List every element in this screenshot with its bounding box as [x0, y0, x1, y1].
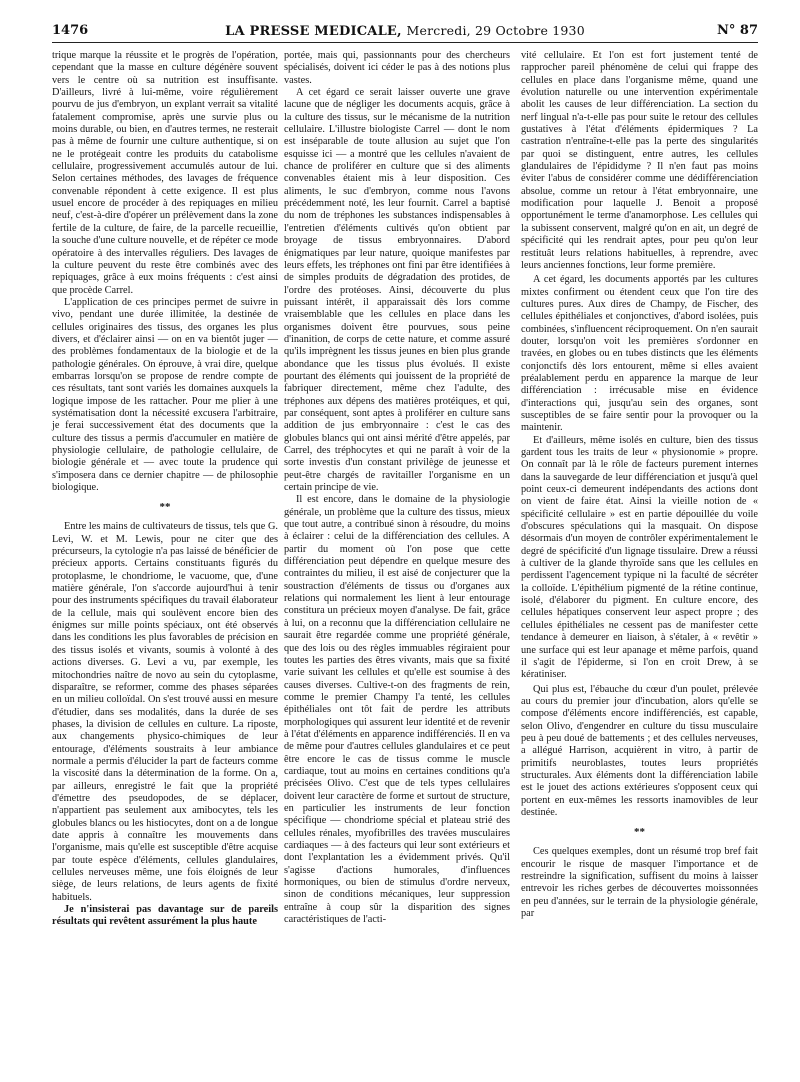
paragraph: Entre les mains de cultivateurs de tissus, tels que G. Levi, W. et M. Lewis, pour ne citer que des précurseurs, la cytologie n'a pas laissé de bénéficier de précieux apports. Certains constituants figurés du protoplasme, le chondriome, le vacuome, que, d'une matière générale, l'on s'accorde aujourd'hui à tenir pour des instruments spécifiques du travail élaborateur de la cellule, mais qui soulèvent encore bien des énigmes sur mille points spéciaux, ont été observés dans les conditions les plus favorables de précision en des tissus isolés et vivants, soumis à volonté à des actions diverses. G. Levi a vu, par exemple, les mitochondries naître de novo au sein du cytoplasme, disparaître, se reformer, comme des phases séparées en un milieu colloïdal. On s'est trouvé aussi en mesure d'étudier, dans ses modalités, dans la durée de ses phases, la division de cellules en culture. La riposte, aux changements physico-chimiques de leur entourage, d'éléments soustraits à leur ambiance normale a permis d'élucider la part de facteurs comme la viscosité dans la détermination de la forme. On a, par ailleurs, enregistré le fait que la propriété d'émettre des pseudopodes, de se déplacer, n'appartient pas seulement aux amibocytes, tels les globules blancs ou les histiocytes, dont on a de longue date appris à connaître les mouvements dans l'organisme, mais qu'elle est susceptible d'être acquise par toute espèce d'éléments, cellules glandulaires, cellules nerveuses même, une fois éloignés de leur siège, de leurs relations, de leurs agents de fixité habituels. — [52, 521, 278, 903]
page-number: 1476 — [52, 23, 89, 38]
paragraph: A cet égard ce serait laisser ouverte une grave lacune que de négliger les documents acquis, grâce à la culture des tissus, sur le mécanisme de la nutrition cellulaire. L'illustre biologiste Carrel — dont le nom est inséparable de toute allusion au sujet que l'on esquisse ici — a montré que les cellules n'avaient de chance de proliférer en culture que si des aliments convenables étaient mis à leur disposition. Ces aliments, le suc d'embryon, comme nous l'avons précédemment noté, les leur fournit. Carrel a baptisé du nom de tréphones les substances indispensables à l'entretien d'éléments cultivés qu'on obtient par broyage de tissus embryonnaires. D'abord énigmatiques par leur nature, quoique manifestes par leurs effets, les tréphones ont fini par être identifiées à de simples produits de dégradation des protides, de l'ordre des protéoses. Ainsi, découverte du plus puissant intérêt, il apparaissait dès lors comme vraisemblable que les cellules en place dans les organismes doivent être pourvues, sous peine d'inanition, de corps de cette nature, et comme assuré qu'ils imprègnent les tissus jeunes en bien plus grande abondance que les tissus plus évolués. Il existe pourtant des éléments qui jouissent de la propriété de fabriquer directement, même chez l'adulte, des tréphones aux dépens des matières protéiques, et qui, par conséquent, sont aptes à proliférer en culture sans addition de jus embryonnaire : c'est le cas des globules blancs qui ont ainsi mérité d'être appelés, par Carrel, des tréphocytes et qui ne paraît à voir de la sorte investis d'un constant privilège de jeunesse et peut-être chargés de ravitailler l'organisme en un certain principe de vie. — [284, 87, 510, 494]
section-separator: ** — [159, 501, 171, 514]
paragraph: Et d'ailleurs, même isolés en culture, bien des tissus gardent tous les traits de leur « physionomie » propre. On connaît par là le rôle de facteurs purement internes dans la sauvegarde de leur différenciation et jusqu'à quel point ceux-ci demeurent indépendants des actions dont on vient de faire état. Ainsi la vieille notion de « spécificité cellulaire » est en partie dépouillée du voile d'obscures spéculations qui la masquait. On dispose désormais d'un moyen de contrôler expérimentalement le degré de spécificité d'un lignage tissulaire. Drew a réussi à cultiver de la glande thyroïde sans que les cellules en perdissent l'agencement typique ni la faculté de sécréter la colloïde. L'épithélium pigmenté de la rétine continue, isolé, d'élaborer du pigment. En culture encore, des cellules hépatiques conservent leur aspect propre ; des cellules épithéliales ne cessent pas de manifester cette tendance à demeurer en liaison, à s'étaler, à « revêtir » une surface qui est leur apanage et même parfois, quand il s'agit de l'épiderme, si l'on en croit Drew, à se kératiniser. — [521, 434, 758, 681]
issue-number: N° 87 — [717, 23, 758, 38]
paragraph: Je n'insisterai pas davantage sur de pareils résultats qui revêtent assurément la plus haute — [52, 904, 278, 928]
paragraph: A cet égard, les documents apportés par les cultures mixtes confirment ou étendent ceux que l'on tire des cultures pures. Aux dires de Champy, de Fischer, des cellules épithéliales et conjonctives, d'abord isolées, puis combinées, s'influencent réciproquement. On n'en saurait douter, lorsqu'on voit les premières s'ordonner en travées, en globes ou en tubes distincts que les éléments conjonctifs dès lors entourent, même si elles avaient préalablement perdu en apparence la marque de leur différenciation : irrécusable mise en évidence d'interactions qui, jusqu'au sein des organes, sont susceptibles de se faire sentir pour la provoquer ou la maintenir. — [521, 274, 758, 434]
column-middle — [284, 50, 510, 926]
paragraph: portée, mais qui, passionnants pour des chercheurs spécialisés, doivent ici céder le pas à des notions plus vastes. — [284, 50, 510, 86]
paragraph: trique marque la réussite et le progrès de l'opération, cependant que la masse en culture dégénère souvent vers le centre où sa nutrition est insuffisante. D'ailleurs, livré à lui-même, voire régulièrement pourvu de jus d'embryon, un explant verrait sa vitalité fatalement compromise, après une survie plus ou moins durable, ou bien, en d'autres termes, ne resterait pas à même de fournir une culture authentique, si on ne le protégeait contre les produits du catabolisme cellulaire, progressivement accumulés autour de lui. Selon certaines méthodes, des lavages de fréquence convenable répondent à cette exigence. Il est plus usuel encore de procéder à des repiquages en milieu neuf, c'est-à-dire d'opérer un prélèvement dans la zone fertile de la culture, de faire, de la parcelle recueillie, la souche d'une culture nouvelle, et de répéter ce mode opératoire à des intervalles réguliers. Des lavages de la culture peuvent du reste être combinés avec des repiquages, grâce à eux moins fréquents : c'est ainsi que procède Carrel. — [52, 50, 278, 296]
section-separator: ** — [634, 826, 645, 839]
issue-date: Mercredi, 29 Octobre 1930 — [406, 23, 585, 38]
journal-header-title — [52, 23, 758, 39]
paragraph: Qui plus est, l'ébauche du cœur d'un poulet, prélevée au cours du premier jour d'incubation, alors qu'elle se compose d'éléments encore indifférenciés, est capable, selon Olivo, d'engendrer en culture du tissu musculaire peu à peu doué de battements ; et des cellules nerveuses, a allégué Harrison, acquièrent in vitro, à partir de primitifs neuroblastes, toutes leurs propriétés structurales. Aux éléments dont la différenciation labile est le jouet des actions extérieures s'opposent ceux qui portent en eux-mêmes les ressorts inamovibles de leur destinée. — [521, 683, 758, 818]
column-left — [52, 50, 278, 929]
paragraph: L'application de ces principes permet de suivre in vivo, pendant une durée illimitée, la destinée de cellules originaires des tissus, des organes les plus divers, et d'éclairer ainsi — on en va bientôt juger — des problèmes fondamentaux de la biologie et de la pathologie générales. On éprouve, à vrai dire, quelque embarras lorsqu'on se propose de rendre compte de ces résultats, tant sont variés les domaines auxquels la logique impose de les rattacher. Pour me plier à une systématisation dont la nécessité excusera l'arbitraire, je ferai successivement état des documents que la culture des tissus a permis d'accumuler en matière de physiologie cellulaire, de pathologie cellulaire, de biologie générale et — avec toute la prudence qui s'imposera dans ce dernier chapitre — de philosophie biologique. — [52, 296, 278, 494]
paragraph: Il est encore, dans le domaine de la physiologie générale, un problème que la culture des tissus, mieux que tout autre, a contribué sinon à résoudre, du moins à éclairer : celui de la différenciation des cellules. A partir du moment où l'on pose que cette différenciation peut dépendre en quelque mesure des contraintes du milieu, il est aisé de conjecturer que la soustraction d'éléments de tissus ou d'organes aux relations qui normalement les lient à leur entourage constitura un précieux moyen d'analyse. De fait, grâce à lui, on a reconnu que la différenciation cellulaire ne saurait être regardée comme une propriété générale, que des lois ou des règles immuables régiraient pour toutes les parties des êtres vivants, mais que sa fixité varie suivant les cellules et qu'elle est soumise à des causes diverses. Cultive-t-on des fragments de rein, comme le premier Champy l'a tenté, les cellules épithéliales ont tôt fait de perdre les attributs morphologiques qui assurent leur identité et de revenir à l'état d'éléments en apparence indifférenciés. Il en va de même pour d'autres cellules glandulaires et ce peut être encore le cas de tissus comme le muscle cardiaque, tout au moins en certaines conditions qu'a précisées Olivo. C'est que de tels types cellulaires doivent leur caractère de forme et surtout de structure, en particulier les instruments de leur fonction spécifique — chondriome spécial et plateau strié des cellules rénales, myofibrilles des travées musculaires cardiaques — à des facteurs qui leur sont extérieurs et dont l'explantation les a évidemment privés. Qu'il s'agisse d'actions humorales, d'influences hormoniques, ou bien de stimulus d'ordre nerveux, sinon de conditions mécaniques, leur suppression entraîne à coup sûr la disparition des signes caractéristiques de l'acti- — [284, 494, 510, 926]
paragraph: vité cellulaire. Et l'on est fort justement tenté de rapprocher pareil phénomène de celui qui frappe des cellules en place dans l'organisme même, quand une évolution naturelle ou une intervention expérimentale abolit les causes de leur différenciation. La section du nerf lingual n'a-t-elle pas pour suite le retour des cellules gustatives à l'état d'éléments épidermiques ? La castration n'entraîne-t-elle pas la perte des singularités par quoi se distinguent, entre autres, les cellules glandulaires de l'épididyme ? Il n'en faut pas moins éviter l'abus de considérer comme une dédifférenciation absolue, comme un retour à l'état embryonnaire, une modification pour laquelle J. Benoit a proposé opportunément le terme d'anamorphose. Les cellules qui la subissent conservent, malgré qu'on en ait, un degré de spécificité qui les rendrait aptes, pour peu qu'on leur restituât leurs relations habituelles, à reprendre, avec leurs anciennes fonctions, leur forme première. — [521, 50, 758, 271]
header-rule — [52, 42, 758, 43]
journal-name: LA PRESSE MEDICALE, — [225, 24, 402, 39]
paragraph: Ces quelques exemples, dont un résumé trop bref fait encourir le risque de masquer l'importance et de restreindre la signification, suffisent du moins à laisser entrevoir les riches gerbes de découvertes moissonnées en peu d'années, sur le terrain de la physiologie générale, par — [521, 846, 758, 920]
running-header — [52, 23, 758, 41]
column-right — [521, 50, 758, 920]
